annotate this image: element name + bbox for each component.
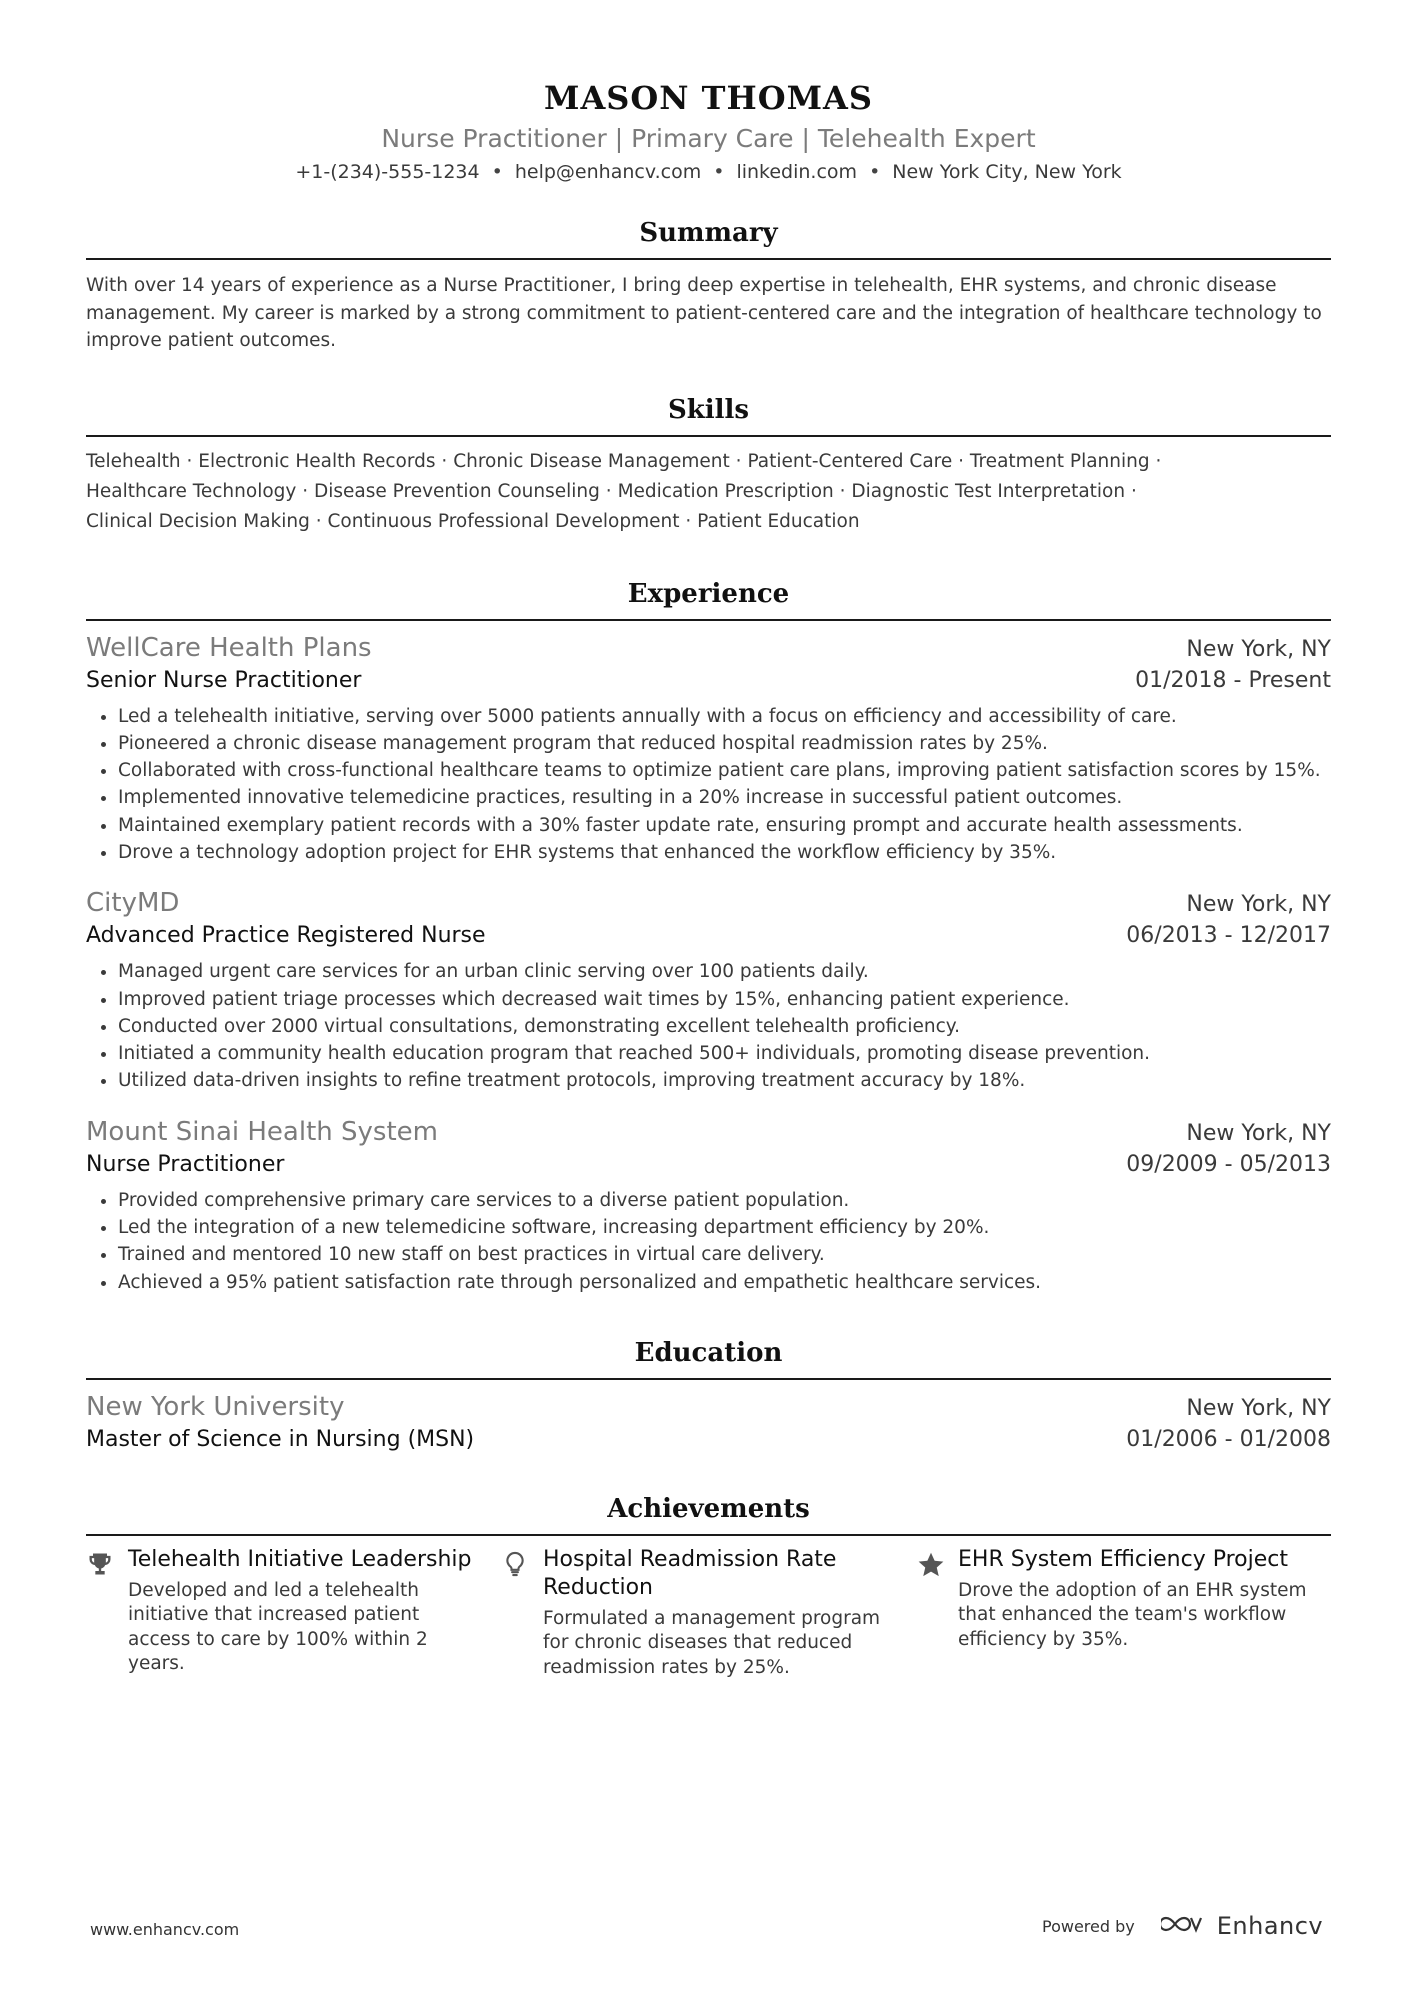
- job-dates: 09/2009 - 05/2013: [1126, 1151, 1331, 1177]
- bullet-item: • Provided comprehensive primary care services to a diverse patient population.: [118, 1187, 1331, 1214]
- powered-by-label: Powered by: [1042, 1916, 1135, 1936]
- skills-section: [86, 393, 1331, 537]
- bullet-item: • Maintained exemplary patient records with a 30% faster update rate, ensuring prompt and accurate health assessments.: [118, 812, 1331, 839]
- skill-item: Chronic Disease Management: [453, 450, 730, 472]
- job-bullets: [86, 958, 1331, 1094]
- bullet-item: • Pioneered a chronic disease management program that reduced hospital readmission rates by 25%.: [118, 730, 1331, 757]
- job-bullets: [86, 1187, 1331, 1296]
- phone: +1-(234)-555-1234: [295, 161, 480, 183]
- lightbulb-icon: [501, 1546, 543, 1681]
- achievement-description: Drove the adoption of an EHR system that enhanced the team's workflow efficiency by 35%.: [958, 1579, 1307, 1650]
- candidate-headline: Nurse Practitioner | Primary Care | Telehealth Expert: [381, 124, 1036, 153]
- bullet-item: • Initiated a community health education program that reached 500+ individuals, promoting disease prevention.: [118, 1040, 1331, 1067]
- email-link[interactable]: help@enhancv.com: [514, 161, 702, 183]
- experience-entry: [86, 631, 1331, 867]
- achievement-title: Hospital Readmission Rate Reduction: [543, 1546, 837, 1600]
- achievement-description: Developed and led a telehealth initiative that increased patient access to care by 100% within 2 years.: [128, 1579, 428, 1675]
- job-bullets: [86, 703, 1331, 867]
- experience-section: [86, 577, 1331, 1296]
- achievement-description: Formulated a management program for chronic diseases that reduced readmission rates by 25%.: [543, 1607, 881, 1678]
- skill-item: Diagnostic Test Interpretation: [851, 480, 1126, 502]
- education-entry: [86, 1390, 1331, 1456]
- trophy-icon: [86, 1546, 128, 1681]
- education-section: [86, 1336, 1331, 1456]
- bullet-item: • Drove a technology adoption project for EHR systems that enhanced the workflow efficiency by 35%.: [118, 839, 1331, 866]
- bullet-item: • Utilized data-driven insights to refine treatment protocols, improving treatment accuracy by 18%.: [118, 1067, 1331, 1094]
- skill-item: Telehealth: [86, 450, 181, 472]
- education-dates: 01/2006 - 01/2008: [1126, 1426, 1331, 1452]
- skill-item: Patient Education: [697, 510, 860, 532]
- achievement-item: [916, 1546, 1331, 1681]
- separator-dot: •: [713, 161, 725, 183]
- skill-item: Patient-Centered Care: [747, 450, 953, 472]
- section-title-achievements: Achievements: [86, 1492, 1331, 1536]
- job-dates: 01/2018 - Present: [1135, 667, 1331, 693]
- summary-text: With over 14 years of experience as a Nurse Practitioner, I bring deep expertise in telehealth, EHR systems, and chronic disease management. My career is marked by a strong commitment to patient-centered care and the integration of healthcare technology to improve patient outcomes.: [86, 275, 1322, 351]
- linkedin-link[interactable]: linkedin.com: [736, 161, 858, 183]
- company-name: Mount Sinai Health System: [86, 1116, 438, 1147]
- skill-item: Clinical Decision Making: [86, 510, 310, 532]
- school-location: New York, NY: [1186, 1395, 1331, 1421]
- experience-entry: [86, 886, 1331, 1094]
- job-location: New York, NY: [1186, 636, 1331, 662]
- achievement-item: [501, 1546, 916, 1681]
- skill-item: Healthcare Technology: [86, 480, 297, 502]
- achievement-title: Telehealth Initiative Leadership: [128, 1546, 472, 1572]
- bullet-item: • Led the integration of a new telemedicine software, increasing department efficiency by 20%.: [118, 1214, 1331, 1241]
- star-icon: [916, 1546, 958, 1681]
- skill-item: Treatment Planning: [969, 450, 1150, 472]
- job-dates: 06/2013 - 12/2017: [1126, 923, 1331, 949]
- footer-website-link[interactable]: www.enhancv.com: [90, 1920, 240, 1939]
- bullet-item: • Conducted over 2000 virtual consultations, demonstrating excellent telehealth proficiency.: [118, 1013, 1331, 1040]
- company-name: CityMD: [86, 888, 180, 919]
- bullet-item: • Achieved a 95% patient satisfaction rate through personalized and empathetic healthcare services.: [118, 1269, 1331, 1296]
- bullet-item: • Managed urgent care services for an urban clinic serving over 100 patients daily.: [118, 958, 1331, 985]
- bullet-item: • Trained and mentored 10 new staff on best practices in virtual care delivery.: [118, 1241, 1331, 1268]
- job-title: Nurse Practitioner: [86, 1151, 285, 1177]
- summary-section: [86, 216, 1331, 355]
- achievement-title: EHR System Efficiency Project: [958, 1546, 1288, 1572]
- section-title-summary: Summary: [86, 216, 1331, 260]
- job-title: Advanced Practice Registered Nurse: [86, 923, 486, 949]
- section-title-education: Education: [86, 1336, 1331, 1380]
- bullet-item: • Improved patient triage processes which decreased wait times by 15%, enhancing patient experience.: [118, 986, 1331, 1013]
- skill-item: Electronic Health Records: [198, 450, 436, 472]
- contact-line: [86, 158, 1331, 186]
- skill-item: Medication Prescription: [617, 480, 834, 502]
- achievements-section: [86, 1492, 1331, 1681]
- skill-item: Disease Prevention Counseling: [314, 480, 600, 502]
- achievements-grid: [86, 1546, 1331, 1681]
- degree: Master of Science in Nursing (MSN): [86, 1426, 475, 1452]
- school-name: New York University: [86, 1391, 345, 1422]
- candidate-name: MASON THOMAS: [544, 79, 873, 117]
- section-title-experience: Experience: [86, 577, 1331, 621]
- enhancv-logo-icon: [1161, 1912, 1209, 1940]
- separator-dot: •: [869, 161, 881, 183]
- bullet-item: • Implemented innovative telemedicine practices, resulting in a 20% increase in successful patient outcomes.: [118, 784, 1331, 811]
- skill-item: Continuous Professional Development: [327, 510, 680, 532]
- footer-branding[interactable]: [1042, 1912, 1323, 1940]
- job-location: New York, NY: [1186, 1120, 1331, 1146]
- bullet-item: • Led a telehealth initiative, serving over 5000 patients annually with a focus on efficiency and accessibility of care.: [118, 703, 1331, 730]
- company-name: WellCare Health Plans: [86, 632, 372, 663]
- section-title-skills: Skills: [86, 393, 1331, 437]
- location: New York City, New York: [892, 161, 1122, 183]
- resume-page: [86, 0, 1331, 1680]
- bullet-item: • Collaborated with cross-functional healthcare teams to optimize patient care plans, improving patient satisfaction scores by 15%.: [118, 757, 1331, 784]
- skills-list: Telehealth · Electronic Health Records · Chronic Disease Management · Patient-Centered Care · Treatment Planning · Healthcare Technology · Disease Prevention Counseling · Medication Prescription · Diagnostic Test Interpretation · Clinical Decision Making · Continuous Professional Development · Patient Education: [86, 450, 1162, 532]
- brand-name: Enhancv: [1216, 1912, 1324, 1940]
- job-location: New York, NY: [1186, 892, 1331, 918]
- resume-header: [86, 0, 1331, 186]
- job-title: Senior Nurse Practitioner: [86, 667, 362, 693]
- achievement-item: [86, 1546, 501, 1681]
- separator-dot: •: [491, 161, 503, 183]
- experience-entry: [86, 1115, 1331, 1296]
